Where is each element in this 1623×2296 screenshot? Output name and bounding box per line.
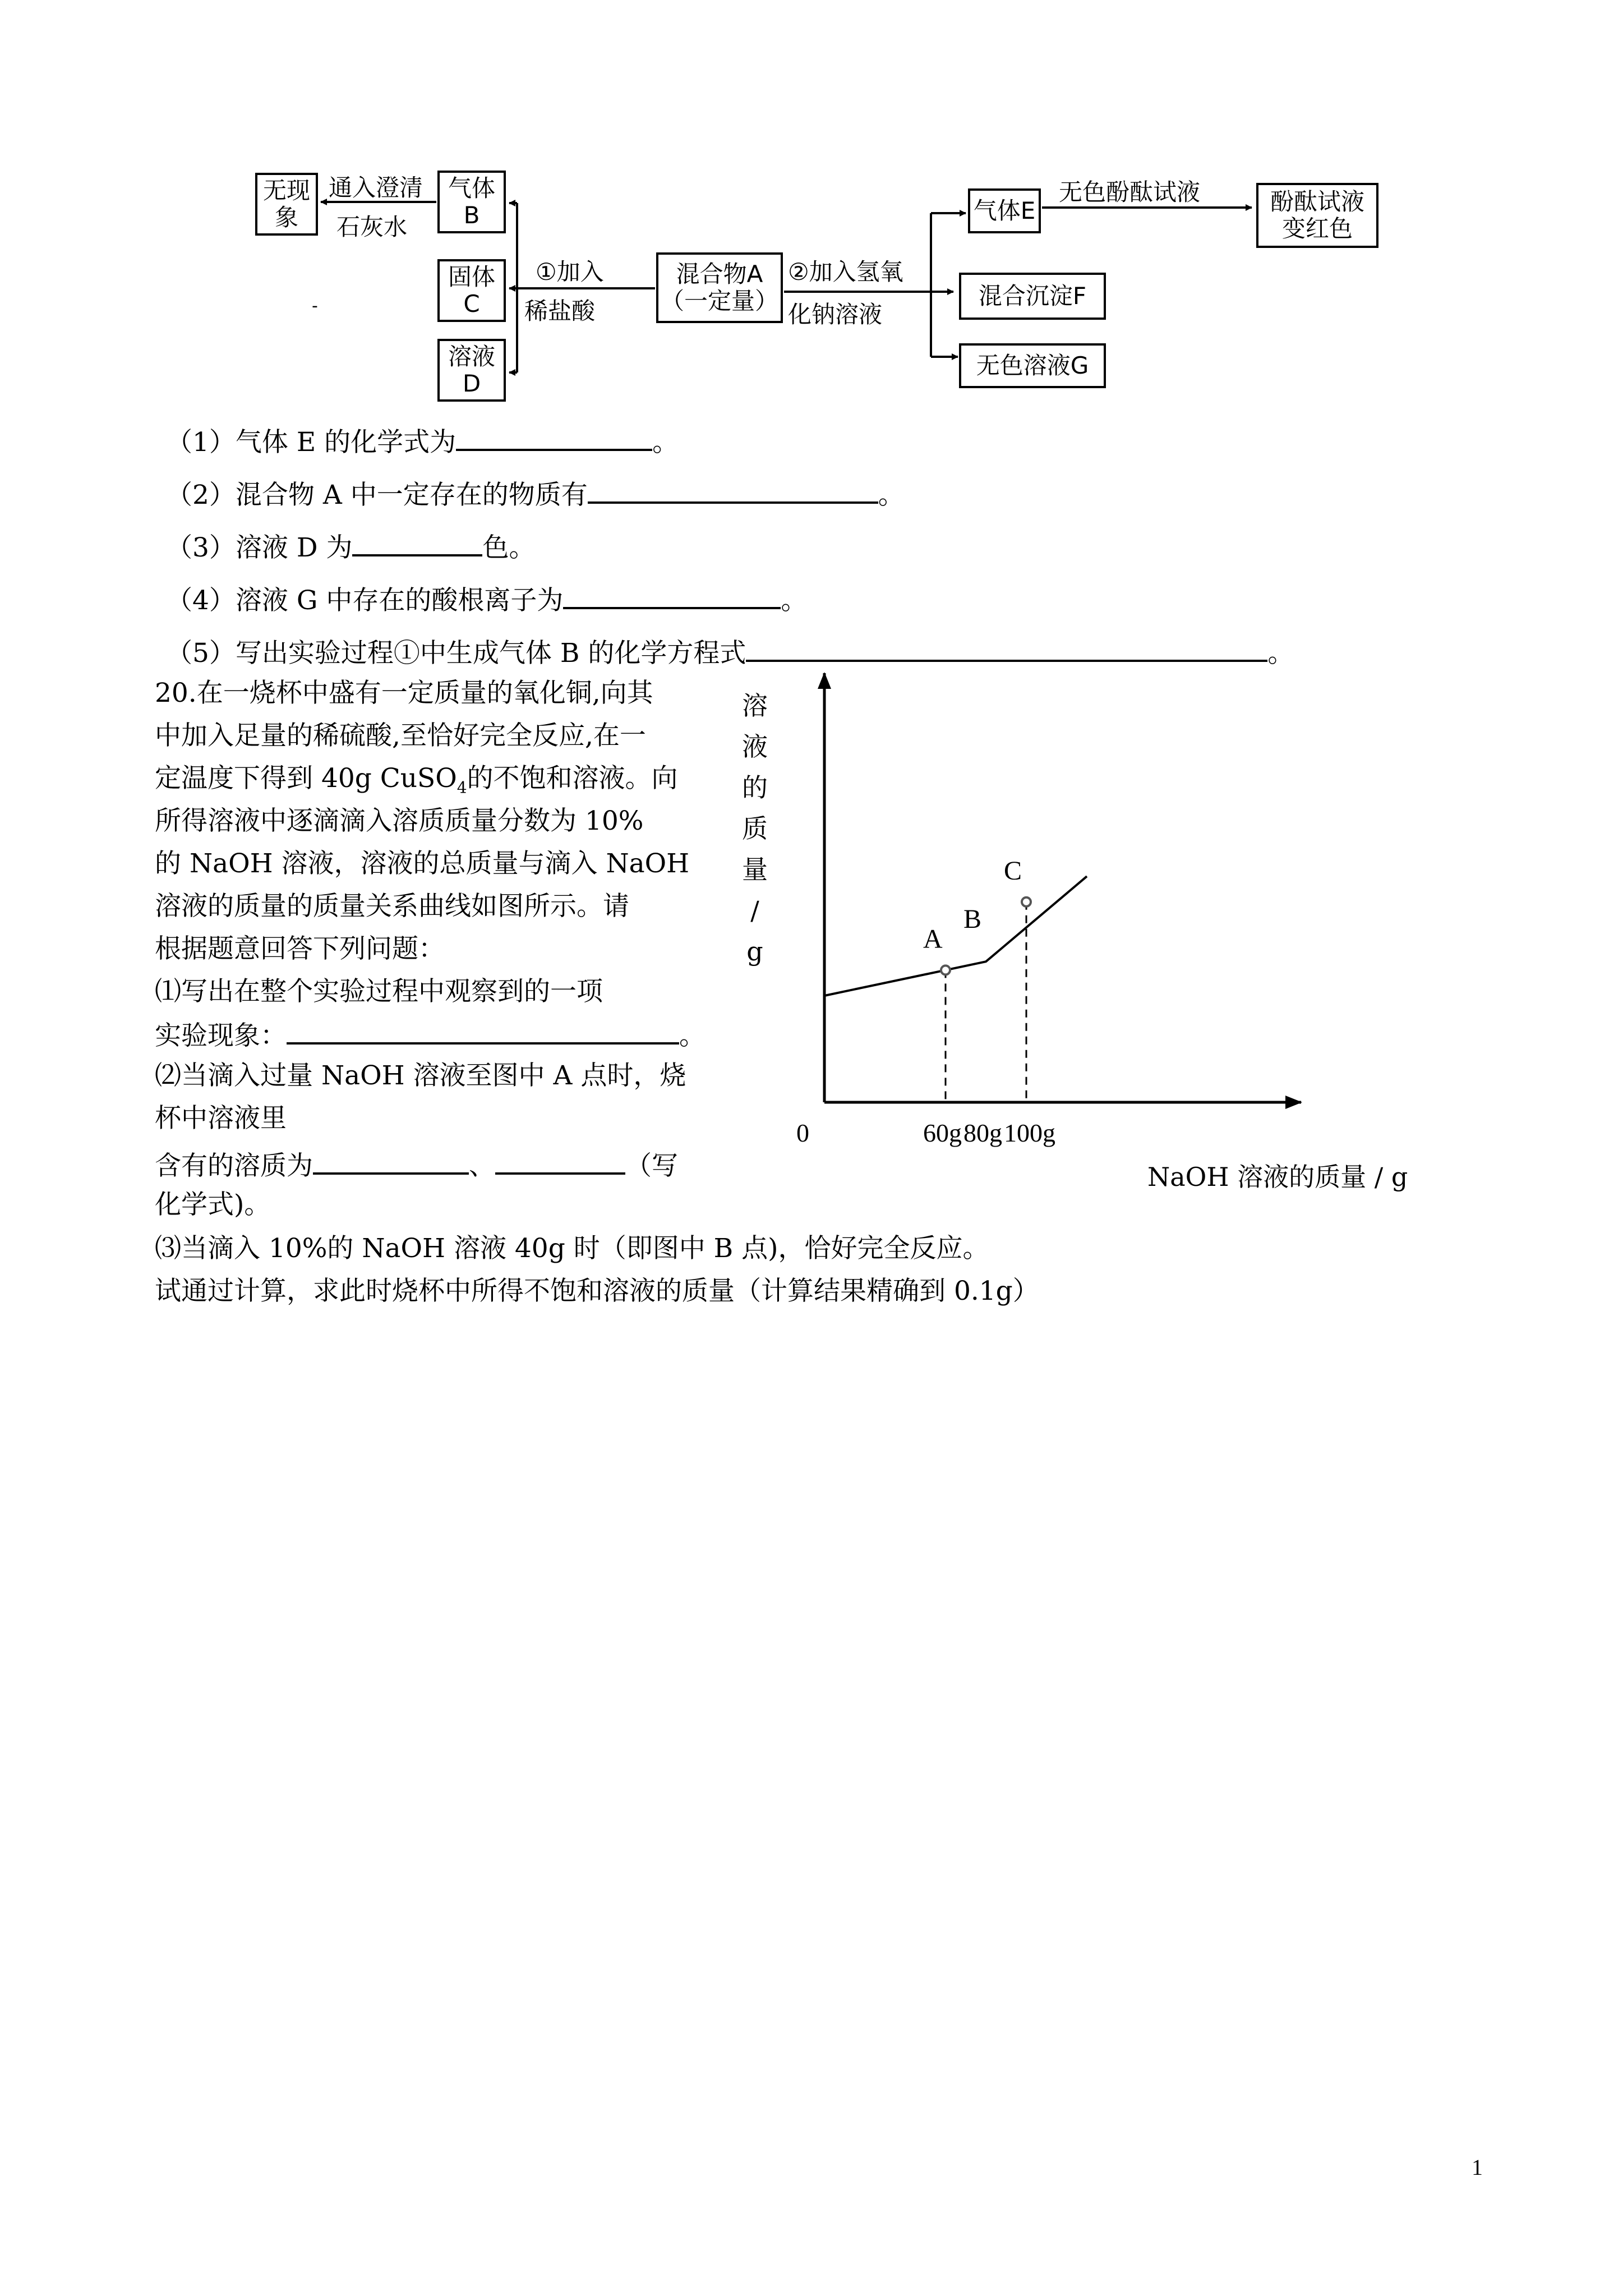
precipitate-f-box: 混合沉淀F [959,273,1106,320]
x-tick-label: 0 [796,1119,809,1147]
answer-blank[interactable] [563,581,781,609]
series-line [824,876,1087,996]
mixture-a-box: 混合物A （一定量） [656,252,783,323]
mass-chart [718,651,1447,1212]
point-marker-A [941,965,950,974]
gas-e-box: 气体E [968,188,1041,233]
q20-line: ⑵当滴入过量 NaOH 溶液至图中 A 点时，烧 [155,1060,686,1091]
q19-part5: （5）写出实验过程①中生成气体 B 的化学方程式 。 [166,634,1294,670]
gas-b-box: 气体 B [437,171,506,233]
no-change-box: 无现 象 [255,173,318,236]
point-label-C: C [1004,855,1022,886]
answer-blank[interactable] [456,423,652,451]
step1-label: ①加入 [536,258,604,286]
q20-line: 所得溶液中逐滴滴入溶质质量分数为 10% [155,806,644,836]
q19-part2: （2）混合物 A 中一定存在的物质有 。 [166,476,905,512]
answer-blank[interactable] [352,528,482,556]
point-label-B: B [963,904,982,935]
point-label-A: A [923,924,943,954]
q20-line: 根据题意回答下列问题： [155,933,445,964]
step1-label-2: 稀盐酸 [524,297,596,325]
x-tick-label: 100g [1004,1119,1055,1147]
solution-g-box: 无色溶液G [959,343,1106,388]
page-number: 1 [1472,2155,1483,2180]
q20-line: 20.在一烧杯中盛有一定质量的氧化铜,向其 [155,678,653,708]
step2-label-2: 化钠溶液 [788,301,883,328]
q20-solutes: 含有的溶质为 、 （写 [155,1147,678,1183]
point-marker-C [1022,898,1031,907]
q20-line: ⑶当滴入 10%的 NaOH 溶液 40g 时（即图中 B 点)，恰好完全反应。 [155,1233,989,1264]
limewater-label: 通入澄清 [329,174,423,201]
q20-line: 中加入足量的稀硫酸,至恰好完全反应,在一 [155,720,646,751]
turns-red-box: 酚酞试液 变红色 [1256,183,1378,248]
x-axis-label: NaOH 溶液的质量 / g [1147,1162,1408,1192]
q20-observation: 实验现象： 。 [155,1016,706,1053]
y-axis-label: 溶 液 的 质 量 / g [742,691,768,967]
q20-line: 定温度下得到 40g CuSO$_4$的不饱和溶液。向 [155,763,678,797]
solid-c-box: 固体 C [437,259,506,322]
x-tick-label: 80g [963,1119,1002,1147]
q19-part1: （1）气体 E 的化学式为 。 [166,423,679,459]
q20-line: 化学式)。 [155,1189,271,1220]
dash-mark: - [312,296,318,316]
q20-line: ⑴写出在整个实验过程中观察到的一项 [155,976,603,1007]
q20-line: 杯中溶液里 [155,1103,287,1134]
answer-blank[interactable] [313,1147,469,1175]
flowchart-connectors [0,0,1623,426]
answer-blank[interactable] [588,476,878,504]
q20-line: 试通过计算，求此时烧杯中所得不饱和溶液的质量（计算结果精确到 0.1g） [155,1276,1039,1306]
q19-part4: （4）溶液 G 中存在的酸根离子为 。 [166,581,807,618]
x-tick-label: 60g [923,1119,962,1147]
limewater-label-2: 石灰水 [336,213,408,241]
step2-label: ②加入氢氧 [788,258,903,286]
answer-blank[interactable] [287,1016,679,1045]
q20-line: 溶液的质量的质量关系曲线如图所示。请 [155,891,629,922]
q20-line: 的 NaOH 溶液，溶液的总质量与滴入 NaOH [155,848,690,879]
phenolphthalein-label: 无色酚酞试液 [1059,178,1201,206]
q19-part3: （3）溶液 D 为 色。 [166,528,535,565]
answer-blank[interactable] [495,1147,625,1175]
solution-d-box: 溶液 D [437,339,506,402]
